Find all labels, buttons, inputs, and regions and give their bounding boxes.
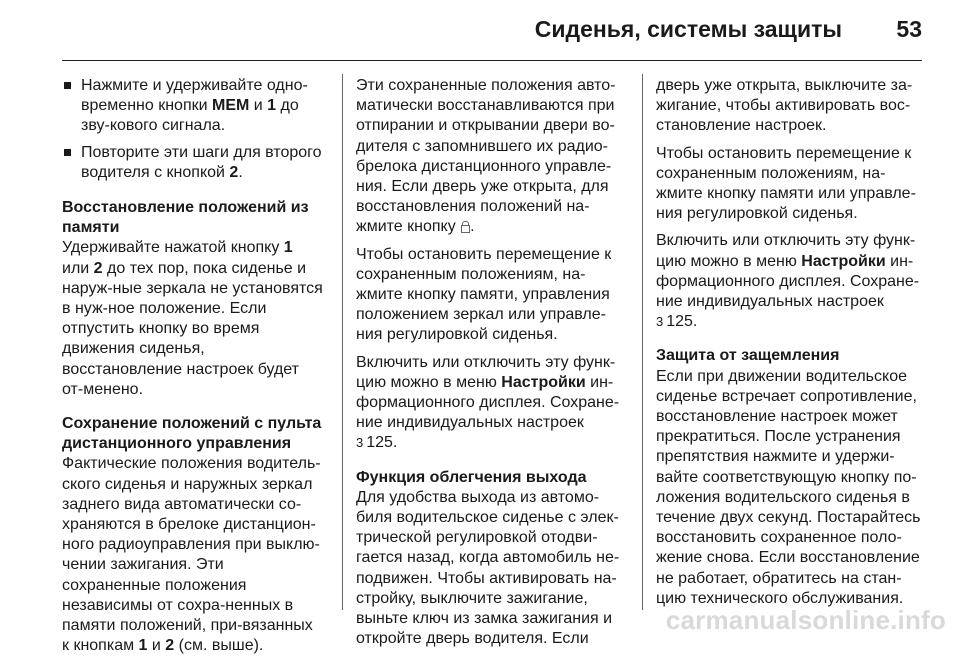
bullet-item xyxy=(62,143,324,183)
menu-name: Настройки xyxy=(801,252,886,270)
paragraph-text: (см. выше). xyxy=(174,637,264,655)
key-label: 2 xyxy=(165,637,175,655)
section-heading: Сохранение положений с пульта дистанционного управления xyxy=(62,415,322,453)
paragraph-text: ин-формационного дисплея. Сохране-ние индивидуальных настроек xyxy=(356,373,620,432)
section-heading: Функция облегчения выхода xyxy=(356,468,587,486)
column-divider xyxy=(642,74,643,610)
paragraph xyxy=(62,454,324,656)
key-label: 2 xyxy=(229,163,239,181)
lock-icon xyxy=(461,221,470,232)
column-middle xyxy=(356,76,624,648)
paragraph xyxy=(356,353,624,454)
paragraph: Чтобы остановить перемещение к сохраненным положениям, на-жмите кнопку памяти или управле-ния регулировкой сиденья. xyxy=(656,144,916,223)
bullet-text: Повторите эти шаги для второго водителя с кнопкой xyxy=(81,143,322,181)
page-title: Сиденья, системы защиты xyxy=(534,16,842,42)
paragraph-text: Включить или отключить эту функ-цию можно в меню xyxy=(656,232,916,270)
page-reference-arrow-icon: 3 xyxy=(356,435,364,451)
key-label: MEM xyxy=(212,97,250,115)
header-divider xyxy=(62,60,922,61)
bullet-square-icon xyxy=(64,82,71,89)
paragraph xyxy=(62,238,324,400)
paragraph-text: ин-формационного дисплея. Сохране-ние индивидуальных настроек xyxy=(656,252,920,311)
paragraph-text: и xyxy=(147,637,166,655)
paragraph xyxy=(656,231,926,332)
paragraph xyxy=(356,76,624,238)
paragraph-text: . xyxy=(470,218,475,236)
column-left xyxy=(62,76,324,655)
paragraph: Чтобы остановить перемещение к сохраненным положениям, на-жмите кнопку памяти, управления положением зеркал или управле-ния регулировкой сиденья. xyxy=(356,245,612,344)
column-right xyxy=(656,76,926,610)
paragraph-text: до тех пор, пока сиденье и наруж-ные зеркала не установятся в нуж-ное положение. Если отпустить кнопку во время движения сиденья, восстановление настроек будет от-менено. xyxy=(62,259,323,398)
bullet-text: Нажмите и удерживайте одно-временно кнопки xyxy=(81,77,308,115)
bullet-item xyxy=(62,76,324,137)
paragraph: Если при движении водительское сиденье встречает сопротивление, восстановление настроек может прекратиться. После устранения препятствия нажмите и удержи-вайте соответствующую кнопку по-ложения водительского сиденья в течение двух секунд. Постарайтесь восстановить сохраненное поло-жение снова. Если восстановление не работает, обратитесь на стан-цию технического обслуживания. xyxy=(656,367,921,607)
paragraph-text: или xyxy=(62,259,94,277)
paragraph: Для удобства выхода из автомо-биля водительское сиденье с элек-трической регулировкой отодви-гается назад, когда автомобиль не-подвижен. Чтобы активировать на-стройку, выключите зажигание, выньте ключ из замка зажигания и откройте дверь водителя. Если xyxy=(356,488,620,648)
page-reference: 125. xyxy=(366,434,398,452)
bullet-square-icon xyxy=(64,149,71,156)
menu-name: Настройки xyxy=(501,373,586,391)
page-number: 53 xyxy=(896,16,922,42)
bullet-text: до зву-кового сигнала. xyxy=(81,97,299,135)
paragraph-text: Включить или отключить эту функ-цию можно в меню xyxy=(356,353,616,391)
bullet-text: и xyxy=(249,97,268,115)
key-label: 1 xyxy=(283,239,293,257)
key-label: 1 xyxy=(267,97,277,115)
paragraph: дверь уже открыта, выключите за-жигание, чтобы активировать вос-становление настроек. xyxy=(656,77,913,135)
bullet-text: . xyxy=(238,163,243,181)
section-heading: Восстановление положений из памяти xyxy=(62,199,309,237)
paragraph-text: Фактические положения водитель-ского сиденья и наружных зеркал заднего вида автоматически со-храняются в брелоке дистанцион-ного радиоуправления при выклю-чении зажигания. Эти сохраненные положения независимы от сохра-ненных в памяти положений, при-вязанных к кнопкам xyxy=(62,455,321,655)
paragraph-text: Удерживайте нажатой кнопку xyxy=(62,239,284,257)
watermark: carmanualsonline.info xyxy=(665,605,946,635)
key-label: 1 xyxy=(138,637,148,655)
column-divider xyxy=(342,74,343,610)
key-label: 2 xyxy=(93,259,103,277)
section-heading: Защита от защемления xyxy=(656,347,840,365)
page-header xyxy=(0,0,960,60)
page-reference-arrow-icon: 3 xyxy=(656,314,664,330)
page-reference: 125. xyxy=(666,313,698,331)
paragraph-text: Эти сохраненные положения авто-матически восстанавливаются при отпирании и открывании двери во-дителя с запомнившего их радио-брелока дистанционного управле-ния. Если дверь уже открыта, для восстановления положений на-жмите кнопку xyxy=(356,77,616,236)
